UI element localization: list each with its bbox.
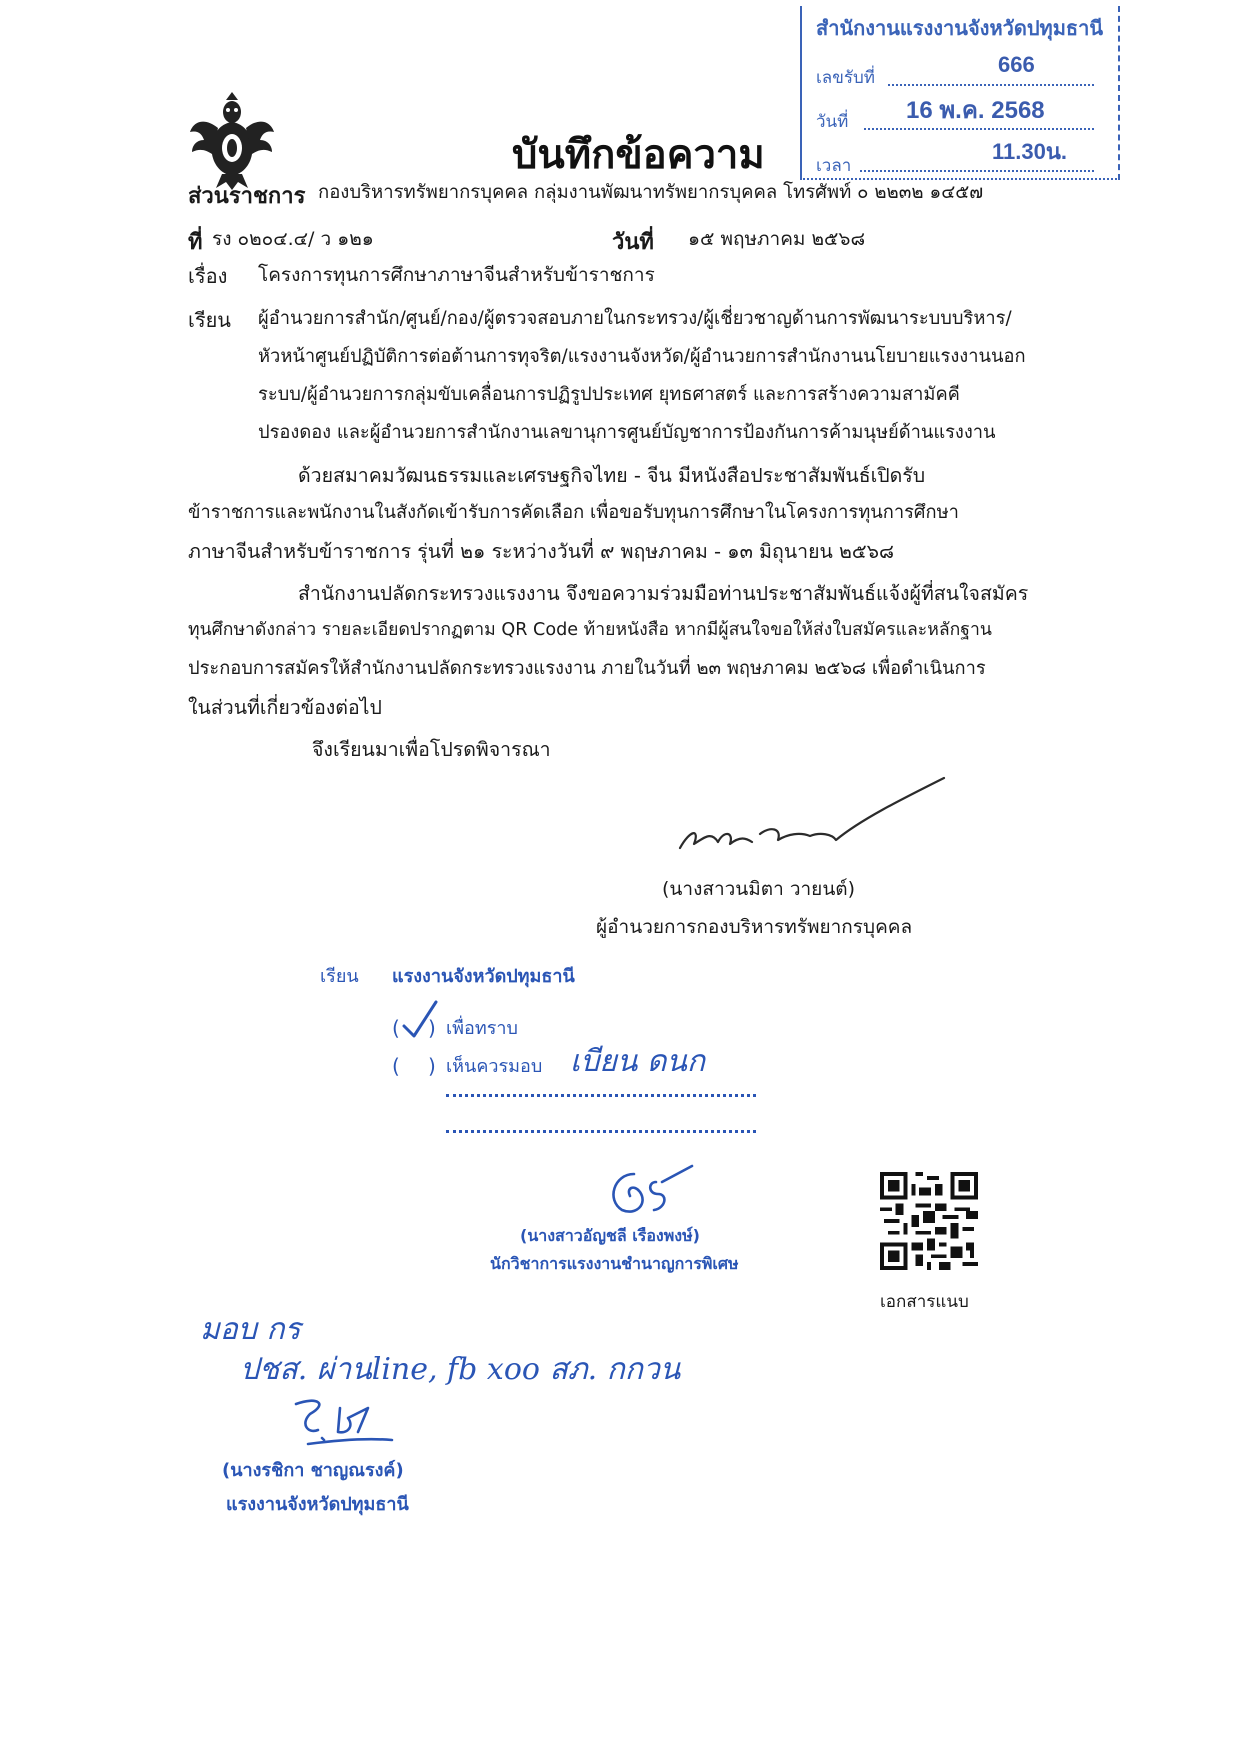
to-line-3: ระบบ/ผู้อำนวยการกลุ่มขับเคลื่อนการปฏิรูปประเทศ ยุทธศาสตร์ และการสร้างความสามัคคี bbox=[258, 384, 960, 405]
para2-line-2: ทุนศึกษาดังกล่าว รายละเอียดปรากฏตาม QR Code ท้ายหนังสือ หากมีผู้สนใจขอให้ส่งใบสมัครและหลักฐาน bbox=[188, 620, 992, 640]
stamp-receipt-dots bbox=[888, 84, 1094, 86]
ref-value: รง ๐๒๐๔.๔/ ว ๑๒๑ bbox=[212, 228, 374, 250]
to-label: เรียน bbox=[188, 308, 231, 332]
handwritten-note: เบียน ดนก bbox=[570, 1044, 706, 1079]
official-name: (นางรชิกา ชาญณรงค์) bbox=[222, 1460, 404, 1481]
to-line-2: หัวหน้าศูนย์ปฏิบัติการต่อต้านการทุจริต/แรงงานจังหวัด/ผู้อำนวยการสำนักงานนโยบายแรงงานนอก bbox=[258, 346, 1026, 367]
subject-value: โครงการทุนการศึกษาภาษาจีนสำหรับข้าราชการ bbox=[258, 264, 655, 286]
director-signature bbox=[660, 770, 960, 870]
signer-position: ผู้อำนวยการกองบริหารทรัพยากรบุคคล bbox=[596, 916, 913, 938]
para2-line-1: สำนักงานปลัดกระทรวงแรงงาน จึงขอความร่วมมือท่านประชาสัมพันธ์แจ้งผู้ที่สนใจสมัคร bbox=[298, 582, 1029, 605]
routing-to-value: แรงงานจังหวัดปทุมธานี bbox=[392, 966, 575, 987]
to-line-1: ผู้อำนวยการสำนัก/ศูนย์/กอง/ผู้ตรวจสอบภายในกระทรวง/ผู้เชี่ยวชาญด้านการพัฒนาระบบบริหาร/ bbox=[258, 308, 1012, 329]
official-initials bbox=[288, 1390, 398, 1450]
check1-close: ) bbox=[428, 1016, 436, 1040]
para1-line-1: ด้วยสมาคมวัฒนธรรมและเศรษฐกิจไทย - จีน มีหนังสือประชาสัมพันธ์เปิดรับ bbox=[298, 464, 926, 487]
staff-initials bbox=[600, 1160, 700, 1220]
routing-to-label: เรียน bbox=[320, 966, 359, 987]
stamp-time-value: 11.30น. bbox=[992, 139, 1067, 164]
check2-label: เห็นควรมอบ bbox=[446, 1056, 543, 1077]
check1-open: ( bbox=[392, 1016, 400, 1040]
to-line-4: ปรองดอง และผู้อำนวยการสำนักงานเลขานุการศูนย์บัญชาการป้องกันการค้ามนุษย์ด้านแรงงาน bbox=[258, 422, 996, 443]
stamp-date-value: 16 พ.ค. 2568 bbox=[906, 97, 1045, 124]
date-label: วันที่ bbox=[612, 230, 654, 255]
ref-label: ที่ bbox=[188, 230, 203, 255]
check2-open: ( bbox=[392, 1054, 400, 1078]
routing-dotted-line-2 bbox=[446, 1130, 756, 1133]
subject-label: เรื่อง bbox=[188, 264, 228, 288]
receipt-stamp bbox=[800, 6, 1120, 180]
staff-position: นักวิชาการแรงงานชำนาญการพิเศษ bbox=[490, 1254, 739, 1273]
closing-line: จึงเรียนมาเพื่อโปรดพิจารณา bbox=[312, 738, 551, 761]
check1-label: เพื่อทราบ bbox=[446, 1018, 518, 1039]
handwritten-line-2: ปชส. ผ่านline, fb xoo สภ. กกวน bbox=[240, 1352, 681, 1387]
handwritten-line-1: มอบ กร bbox=[200, 1312, 301, 1347]
agency-value: กองบริหารทรัพยากรบุคคล กลุ่มงานพัฒนาทรัพยากรบุคคล โทรศัพท์ ๐ ๒๒๓๒ ๑๔๕๗ bbox=[318, 182, 984, 203]
date-value: ๑๕ พฤษภาคม ๒๕๖๘ bbox=[688, 228, 866, 250]
stamp-date-label: วันที่ bbox=[816, 112, 849, 131]
official-position: แรงงานจังหวัดปทุมธานี bbox=[226, 1494, 409, 1515]
stamp-time-dots bbox=[860, 170, 1094, 172]
agency-label: ส่วนราชการ bbox=[188, 184, 306, 209]
para1-line-3: ภาษาจีนสำหรับข้าราชการ รุ่นที่ ๒๑ ระหว่างวันที่ ๙ พฤษภาคม - ๑๓ มิถุนายน ๒๕๖๘ bbox=[188, 540, 895, 563]
stamp-office: สำนักงานแรงงานจังหวัดปทุมธานี bbox=[816, 18, 1104, 40]
stamp-receipt-no: 666 bbox=[998, 52, 1035, 77]
staff-name: (นางสาวอัญชลี เรืองพงษ์) bbox=[520, 1226, 700, 1245]
garuda-emblem-icon bbox=[188, 92, 276, 190]
para2-line-4: ในส่วนที่เกี่ยวข้องต่อไป bbox=[188, 696, 382, 719]
stamp-receipt-label: เลขรับที่ bbox=[816, 68, 875, 87]
para1-line-2: ข้าราชการและพนักงานในสังกัดเข้ารับการคัดเลือก เพื่อขอรับทุนการศึกษาในโครงการทุนการศึกษา bbox=[188, 502, 959, 523]
memo-title: บันทึกข้อความ bbox=[512, 132, 765, 178]
attachment-label: เอกสารแนบ bbox=[880, 1292, 969, 1312]
check2-close: ) bbox=[428, 1054, 436, 1078]
routing-dotted-line-1 bbox=[446, 1094, 756, 1097]
qr-code-icon bbox=[880, 1172, 978, 1270]
para2-line-3: ประกอบการสมัครให้สำนักงานปลัดกระทรวงแรงงาน ภายในวันที่ ๒๓ พฤษภาคม ๒๕๖๘ เพื่อดำเนินการ bbox=[188, 658, 986, 679]
signer-name: (นางสาวนมิตา วายนต์) bbox=[662, 878, 856, 900]
stamp-time-label: เวลา bbox=[816, 156, 852, 175]
